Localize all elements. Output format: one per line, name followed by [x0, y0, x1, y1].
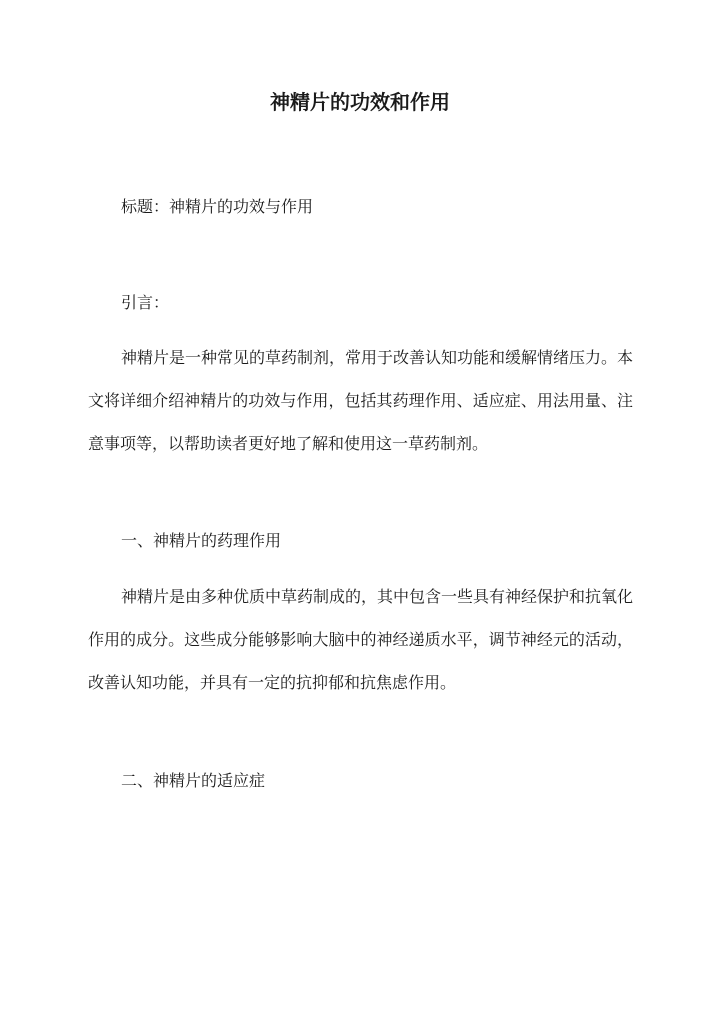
intro-paragraph: 神精片是一种常见的草药制剂，常用于改善认知功能和缓解情绪压力。本文将详细介绍神精片的功效与作用，包括其药理作用、适应症、用法用量、注意事项等，以帮助读者更好地了解和使用这一草药制剂。 — [88, 348, 634, 453]
section-2-heading: 二、神精片的适应症 — [121, 771, 266, 790]
section-1-heading: 一、神精片的药理作用 — [121, 531, 282, 550]
subtitle-line: 标题：神精片的功效与作用 — [121, 197, 314, 216]
section-1-paragraph: 神精片是由多种优质中草药制成的，其中包含一些具有神经保护和抗氧化作用的成分。这些成分能够影响大脑中的神经递质水平，调节神经元的活动，改善认知功能，并具有一定的抗抑郁和抗焦虑作用。 — [88, 587, 634, 692]
document-title: 神精片的功效和作用 — [270, 90, 450, 114]
intro-heading: 引言： — [121, 293, 170, 312]
